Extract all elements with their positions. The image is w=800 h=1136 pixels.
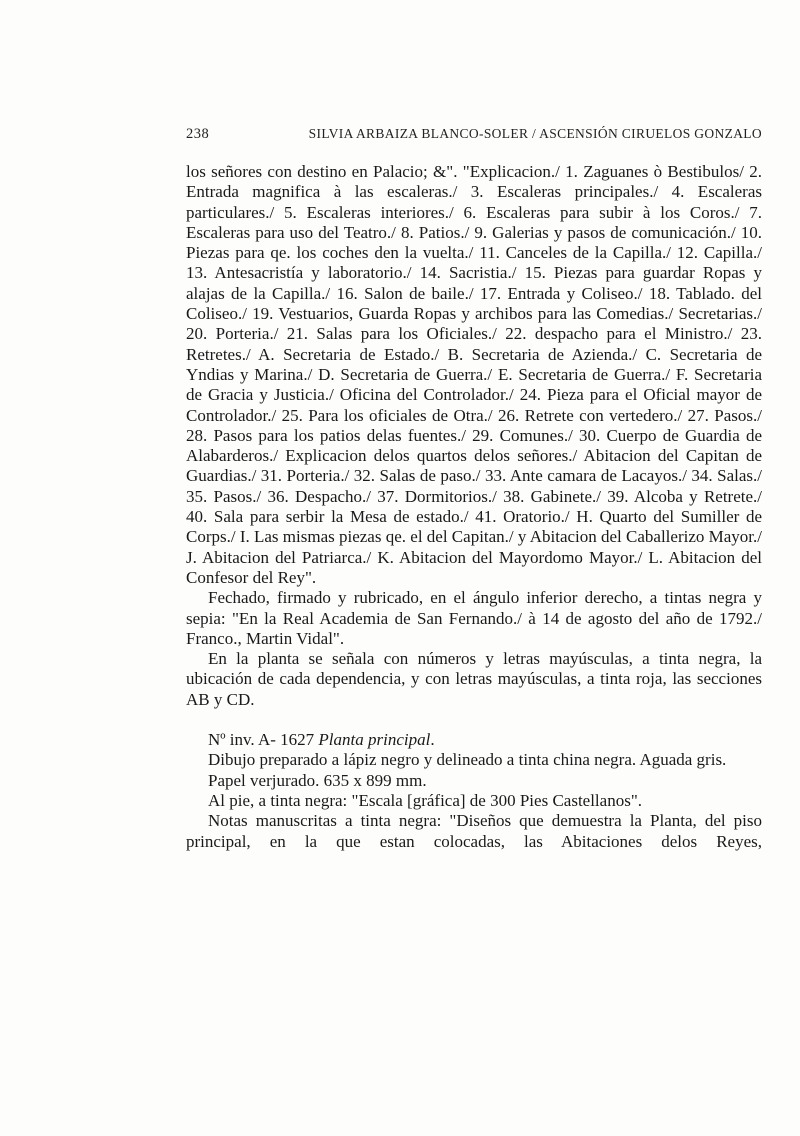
- page-number: 238: [186, 126, 210, 142]
- inventory-number-period: .: [430, 730, 435, 750]
- paragraph-scale-note: Al pie, a tinta negra: "Escala [gráfica] de 300 Pies Castellanos".: [208, 790, 643, 810]
- page-body: [186, 162, 762, 852]
- inventory-number-text: Nº inv. A- 1627: [208, 730, 319, 750]
- paragraph-inventory-number: [186, 730, 762, 750]
- running-header: [186, 126, 762, 143]
- paragraph-en-la-planta: En la planta se señala con números y letras mayúsculas, a tinta negra, la ubicación de cada dependencia, y con letras mayúsculas, a tinta roja, las secciones AB y CD.: [186, 649, 762, 709]
- paragraph-manuscript-notes: Notas manuscritas a tinta negra: "Diseños que demuestra la Planta, del piso principal, en la que estan colocadas, las Abitaciones delos Reyes,: [186, 811, 762, 851]
- work-title-italic: Planta principal: [318, 730, 431, 750]
- paragraph-paper-dimensions: Papel verjurado. 635 x 899 mm.: [208, 770, 427, 790]
- running-title: SILVIA ARBAIZA BLANCO-SOLER / ASCENSIÓN CIRUELOS GONZALO: [308, 126, 762, 141]
- paragraph-fechado: Fechado, firmado y rubricado, en el ángulo inferior derecho, a tintas negra y sepia: "En la Real Academia de San Fernando./ à 14 de agosto del año de 1792./ Franco., Martin Vidal".: [186, 588, 762, 648]
- paragraph-technique: Dibujo preparado a lápiz negro y delineado a tinta china negra. Aguada gris.: [208, 750, 727, 770]
- section-gap: [186, 710, 762, 730]
- paragraph-explicacion: los señores con destino en Palacio; &". "Explicacion./ 1. Zaguanes ò Bestibulos/ 2. Entrada magnifica à las escaleras./ 3. Escaleras principales./ 4. Escaleras particulares./ 5. Escaleras interiores./ 6. Escaleras para subir à los Coros./ 7. Escaleras para uso del Teatro./ 8. Patios./ 9. Galerias y pasos de comunicación./ 10. Piezas para qe. los coches den la vuelta./ 11. Canceles de la Capilla./ 12. Capilla./ 13. Antesacristía y laboratorio./ 14. Sacristia./ 15. Piezas para guardar Ropas y alajas de la Capilla./ 16. Salon de baile./ 17. Entrada y Coliseo./ 18. Tablado. del Coliseo./ 19. Vestuarios, Guarda Ropas y archibos para las Comedias./ Secretarias./ 20. Porteria./ 21. Salas para los Oficiales./ 22. despacho para el Ministro./ 23. Retretes./ A. Secretaria de Estado./ B. Secretaria de Azienda./ C. Secretaria de Yndias y Marina./ D. Secretaria de Guerra./ E. Secretaria de Guerra./ F. Secretaria de Gracia y Justicia./ Oficina del Controlador./ 24. Pieza para el Oficial mayor de Controlador./ 25. Para los oficiales de Otra./ 26. Retrete con vertedero./ 27. Pasos./ 28. Pasos para los patios delas fuentes./ 29. Comunes./ 30. Cuerpo de Guardia de Alabarderos./ Explicacion delos quartos delos señores./ Abitacion del Capitan de Guardias./ 31. Porteria./ 32. Salas de paso./ 33. Ante camara de Lacayos./ 34. Salas./ 35. Pasos./ 36. Despacho./ 37. Dormitorios./ 38. Gabinete./ 39. Alcoba y Retrete./ 40. Sala para serbir la Mesa de estado./ 41. Oratorio./ H. Quarto del Sumiller de Corps./ I. Las mismas piezas qe. el del Capitan./ y Abitacion del Caballerizo Mayor./ J. Abitacion del Patriarca./ K. Abitacion del Mayordomo Mayor./ L. Abitacion del Confesor del Rey".: [186, 162, 762, 587]
